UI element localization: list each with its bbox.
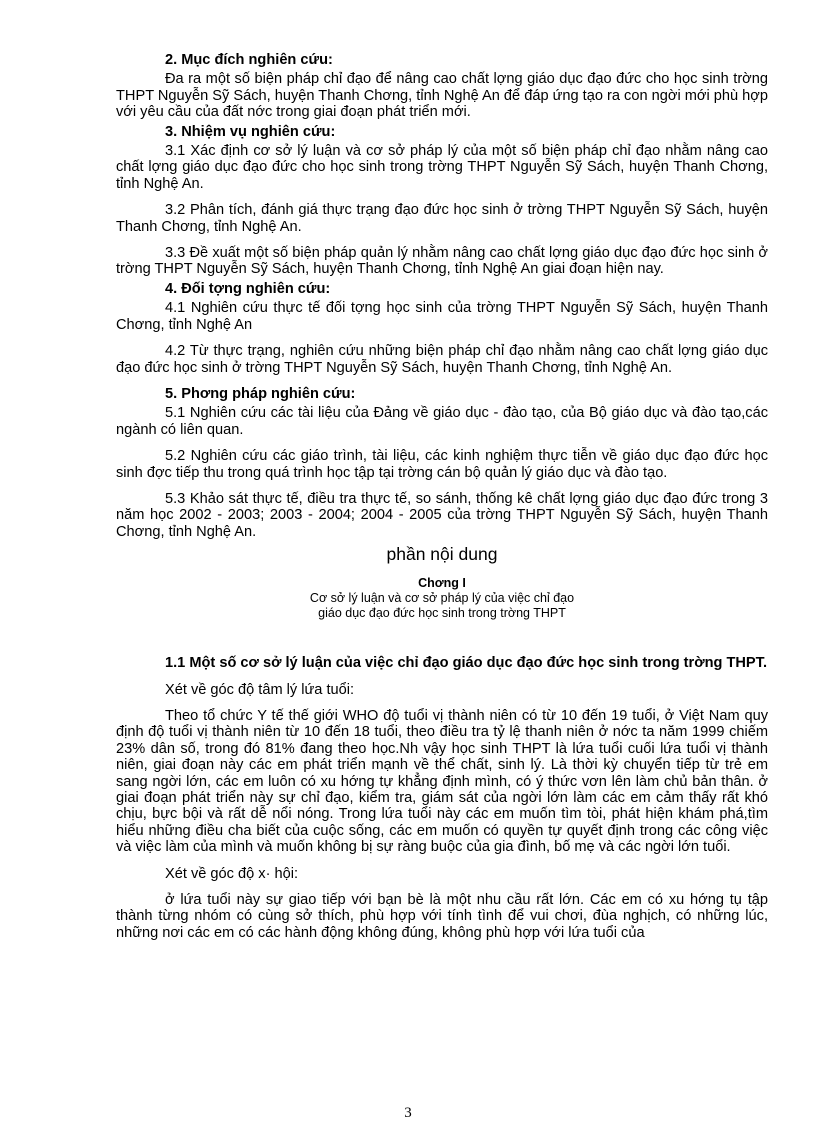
page-number: 3 (404, 1105, 412, 1121)
paragraph: 3.3 Đề xuất một số biện pháp quản lý nhằm nâng cao chất lợng giáo dục đạo đức học sinh ở trờng THPT Nguyễn Sỹ Sách, huyện Thanh Chơng, tỉnh Nghệ An giai đoạn hiện nay. (116, 245, 768, 278)
paragraph: Theo tổ chức Y tế thế giới WHO độ tuổi vị thành niên có từ 10 đến 19 tuổi, ở Việt Nam quy định độ tuổi vị thành niên từ 10 đến 18 tuổi, theo điều tra tỷ lệ thanh niên ở nớc ta năm 1999 chiếm 23% dân số, trong đó 81% đang theo học.Nh vậy học sinh THPT là lứa tuổi cuối lứa tuổi vị thành niên, giai đoạn này các em phát triển mạnh về thể chất, sinh lý. Là thời kỳ chuyển tiếp từ trẻ em sang ngời lớn, các em luôn có xu hớng tự khẳng định mình, có ý thức vơn lên làm chủ bản thân. ở giai đoạn phát triển này sự chỉ đạo, kiểm tra, giám sát của ngời lớn làm các em cảm thấy rất khó chịu, bực bội và rất dễ nổi nóng. Trong lứa tuổi này các em muốn tìm tòi, phát hiện khám phá,tìm hiểu những điều cha biết của cuộc sống, các em muốn có quyền tự quyết định trong các công việc và việc làm của mình và muốn không bị sự ràng buộc của gia đình, bố mẹ và các ngời lớn tuổi. (116, 707, 768, 856)
paragraph: ở lứa tuổi này sự giao tiếp với bạn bè là một nhu cầu rất lớn. Các em có xu hớng tụ tập thành từng nhóm có cùng sở thích, phù hợp với tính tình để vui chơi, đùa nghịch, có những lúc, những nơi các em có các hành động không đúng, không phù hợp với lứa tuổi của (116, 892, 768, 941)
paragraph: Xét về góc độ tâm lý lứa tuổi: (165, 681, 355, 698)
part-title: phần nội dung (386, 544, 498, 565)
heading-muc-dich: 2. Mục đích nghiên cứu: (165, 52, 333, 68)
heading-section-1-1: 1.1 Một số cơ sở lý luận của việc chỉ đạo giáo dục đạo đức học sinh trong trờng THPT. (165, 655, 768, 672)
document-page (116, 52, 768, 944)
paragraph: 4.2 Từ thực trạng, nghiên cứu những biện pháp chỉ đạo nhằm nâng cao chất lợng giáo dục đạo đức học sinh ở trờng THPT Nguyễn Sỹ Sách, huyện Thanh Chơng, tỉnh Nghệ An. (116, 343, 768, 376)
chapter-subtitle: Cơ sở lý luận và cơ sở pháp lý của việc chỉ đạo (309, 591, 575, 606)
paragraph: 4.1 Nghiên cứu thực tế đối tợng học sinh của trờng THPT Nguyễn Sỹ Sách, huyện Thanh Chơng, tỉnh Nghệ An (116, 300, 768, 333)
spacer (116, 621, 768, 655)
heading-phuong-phap: 5. Phơng pháp nghiên cứu: (165, 385, 356, 402)
paragraph: 5.3 Khảo sát thực tế, điều tra thực tế, so sánh, thống kê chất lợng giáo dục đạo đức trong 3 năm học 2002 - 2003; 2003 - 2004; 2004 - 2005 của trờng THPT Nguyễn Sỹ Sách, huyện Thanh Chơng, tỉnh Nghệ An. (116, 490, 768, 540)
paragraph: 5.1 Nghiên cứu các tài liệu của Đảng về giáo dục - đào tạo, của Bộ giáo dục và đào tạo,các ngành có liên quan. (116, 405, 768, 438)
paragraph: Đa ra một số biện pháp chỉ đạo để nâng cao chất lợng giáo dục đạo đức cho học sinh trờng THPT Nguyễn Sỹ Sách, huyện Thanh Chơng, tỉnh Nghệ An để đáp ứng tạo ra con ngời mới phù hợp với yêu cầu của đất nớc trong giai đoạn phát triển mới. (116, 71, 768, 121)
paragraph: Xét về góc độ x· hội: (165, 865, 299, 882)
heading-doi-tuong: 4. Đối tợng nghiên cứu: (165, 280, 331, 297)
paragraph: 3.1 Xác định cơ sở lý luận và cơ sở pháp lý của một số biện pháp chỉ đạo nhằm nâng cao chất lợng giáo dục đạo đức cho học sinh trong trờng THPT Nguyễn Sỹ Sách, huyện Thanh Chơng, tỉnh Nghệ An. (116, 143, 768, 192)
chapter-subtitle: giáo dục đạo đức học sinh trong trờng THPT (318, 606, 566, 621)
paragraph: 5.2 Nghiên cứu các giáo trình, tài liệu, các kinh nghiệm thực tiễn về giáo dục đạo đức học sinh đợc tiếp thu trong quá trình học tập tại trờng cán bộ quản lý giáo dục và đào tạo. (116, 448, 768, 481)
paragraph: 3.2 Phân tích, đánh giá thực trạng đạo đức học sinh ở trờng THPT Nguyễn Sỹ Sách, huyện Thanh Chơng, tỉnh Nghệ An. (116, 202, 768, 235)
chapter-title: Chơng I (418, 576, 466, 591)
heading-nhiem-vu: 3. Nhiệm vụ nghiên cứu: (165, 123, 336, 140)
